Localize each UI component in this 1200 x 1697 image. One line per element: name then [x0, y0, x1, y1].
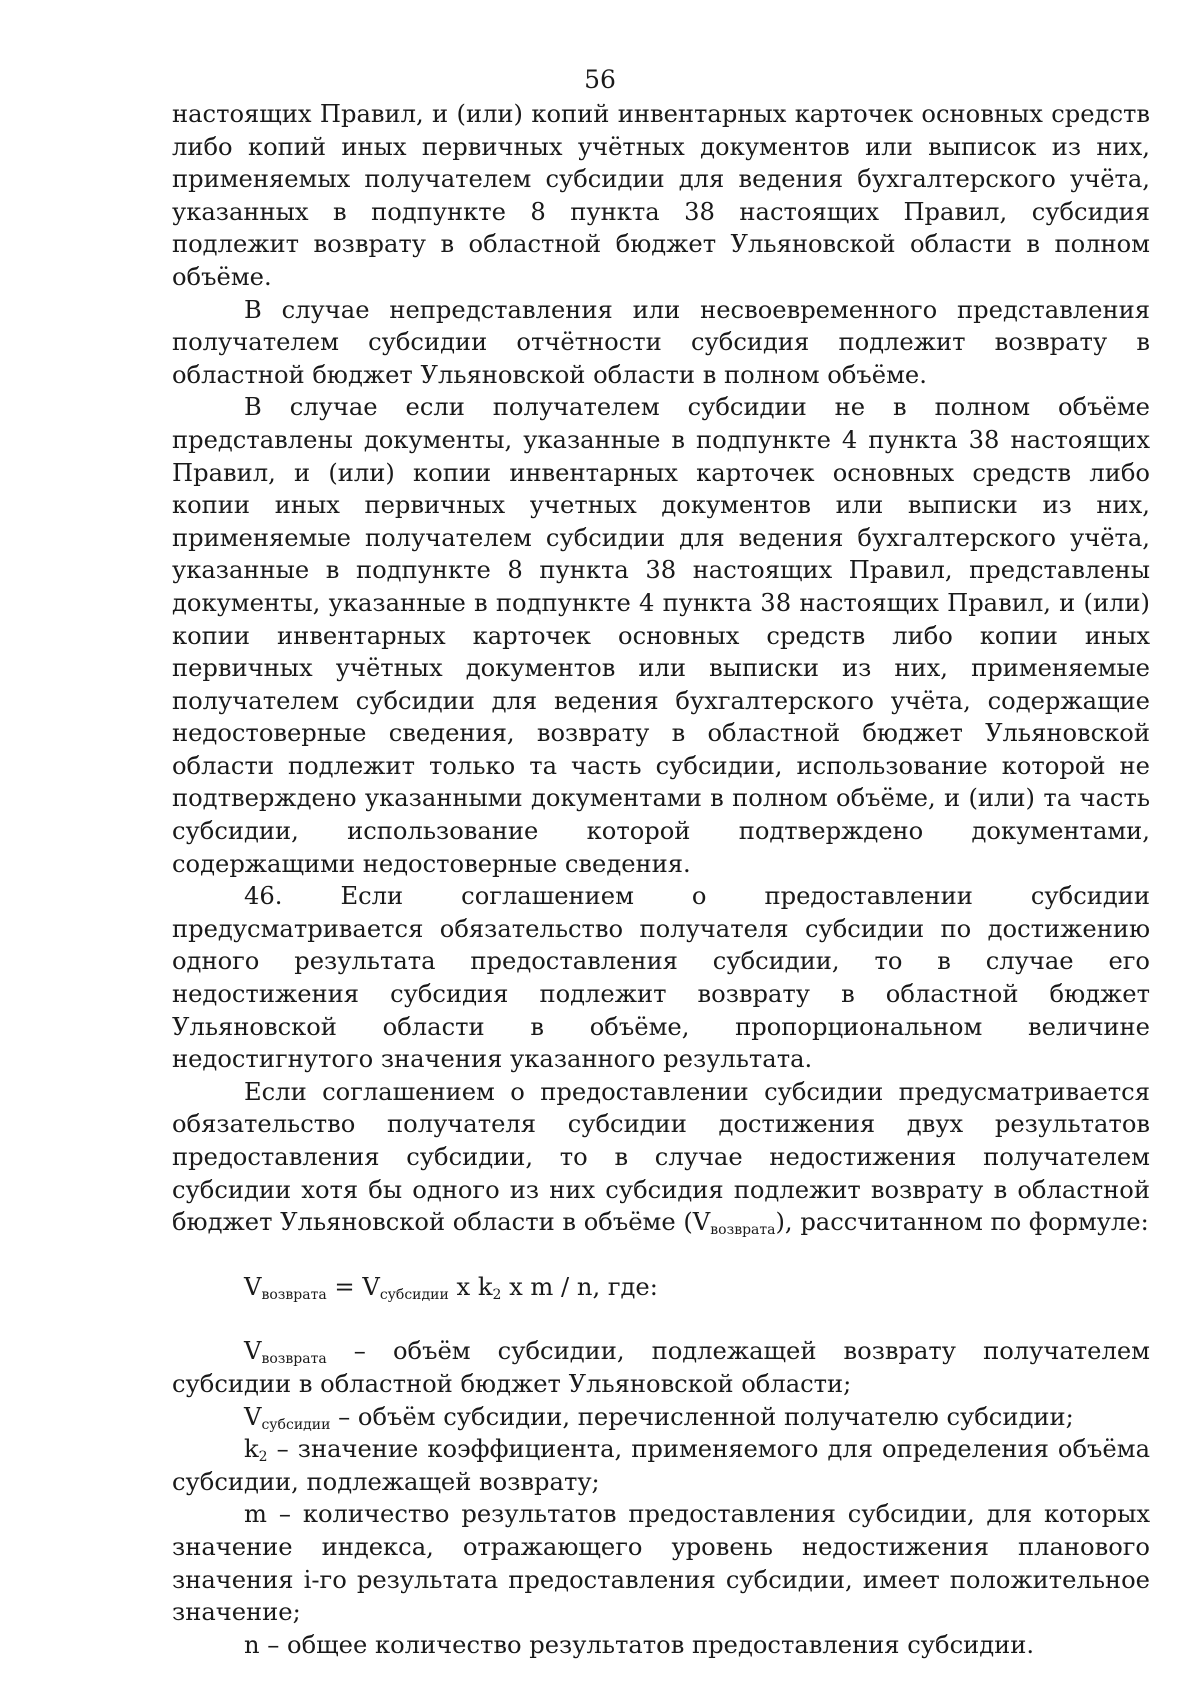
definition-text: – объём субсидии, перечисленной получателю субсидии;: [330, 1402, 1074, 1431]
formula: [244, 1271, 1150, 1304]
page-number: 56: [584, 65, 616, 94]
formula-k: x k: [448, 1272, 493, 1301]
definition-subscript: субсидии: [261, 1416, 331, 1433]
formula-sub-2: 2: [492, 1286, 502, 1303]
paragraph-two-results: [172, 1076, 1150, 1239]
definition-symbol: V: [244, 1337, 262, 1366]
definition-v-vozvrata: [172, 1335, 1150, 1400]
definition-v-subsidii: [172, 1401, 1150, 1434]
paragraph-reporting: В случае непредставления или несвоевременного представления получателем субсидии отчётности субсидия подлежит возврату в областной бюджет Ульяновской области в полном объёме.: [172, 295, 1150, 389]
definition-k2: [172, 1433, 1150, 1498]
formula-v: V: [244, 1272, 262, 1301]
formula-eq: = V: [326, 1272, 380, 1301]
formula-tail: x m / n, где:: [501, 1272, 658, 1301]
formula-sub-vozvrata: возврата: [261, 1286, 327, 1303]
definition-n: n – общее количество результатов предоставления субсидии.: [244, 1630, 1035, 1659]
definition-symbol: k: [244, 1435, 259, 1464]
paragraph-continuation: настоящих Правил, и (или) копий инвентарных карточек основных средств либо копий иных первичных учётных документов или выписок из них, применяемых получателем субсидии для ведения бухгалтерского учёта, указанных в подпункте 8 пункта 38 настоящих Правил, субсидия подлежит возврату в областной бюджет Ульяновской области в полном объёме.: [172, 100, 1150, 291]
definition-subscript: 2: [258, 1449, 268, 1466]
paragraph-two-results-text: Если соглашением о предоставлении субсидии предусматривается обязательство получателя субсидии достижения двух результатов предоставления субсидии, то в случае недостижения получателем субсидии хотя бы одного из них субсидия подлежит возврату в областной бюджет Ульяновской области в объёме (V: [172, 1077, 1150, 1237]
paragraph-46: 46. Если соглашением о предоставлении субсидии предусматривается обязательство получателя субсидии по достижению одного результата предоставления субсидии, то в случае его недостижения субсидия подлежит возврату в областной бюджет Ульяновской области в объёме, пропорциональном величине недостигнутого значения указанного результата.: [172, 882, 1150, 1074]
subscript-vozvrata: возврата: [710, 1222, 776, 1239]
paragraph-two-results-end: ), рассчитанном по формуле:: [775, 1208, 1149, 1237]
definition-symbol: V: [244, 1402, 262, 1431]
formula-sub-subsidii: субсидии: [379, 1286, 449, 1303]
definition-subscript: возврата: [261, 1351, 327, 1368]
definition-m: m – количество результатов предоставления субсидии, для которых значение индекса, отражающего уровень недостижения планового значения i-го результата предоставления субсидии, имеет положительное значение;: [172, 1500, 1150, 1627]
definition-text: – значение коэффициента, применяемого для определения объёма субсидии, подлежащей возврату;: [172, 1435, 1150, 1496]
definition-text: – объём субсидии, подлежащей возврату получателем субсидии в областной бюджет Ульяновской области;: [172, 1337, 1150, 1398]
paragraph-documents: В случае если получателем субсидии не в полном объёме представлены документы, указанные в подпункте 4 пункта 38 настоящих Правил, и (или) копии инвентарных карточек основных средств либо копии иных первичных учетных документов или выписки из них, применяемые получателем субсидии для ведения бухгалтерского учёта, указанные в подпункте 8 пункта 38 настоящих Правил, представлены документы, указанные в подпункте 4 пункта 38 настоящих Правил, и (или) копии инвентарных карточек основных средств либо копии иных первичных учётных документов или выписки из них, применяемые получателем субсидии для ведения бухгалтерского учёта, содержащие недостоверные сведения, возврату в областной бюджет Ульяновской области подлежит только та часть субсидии, использование которой не подтверждено указанными документами в полном объёме, и (или) та часть субсидии, использование которой подтверждено документами, содержащими недостоверные сведения.: [172, 393, 1150, 878]
